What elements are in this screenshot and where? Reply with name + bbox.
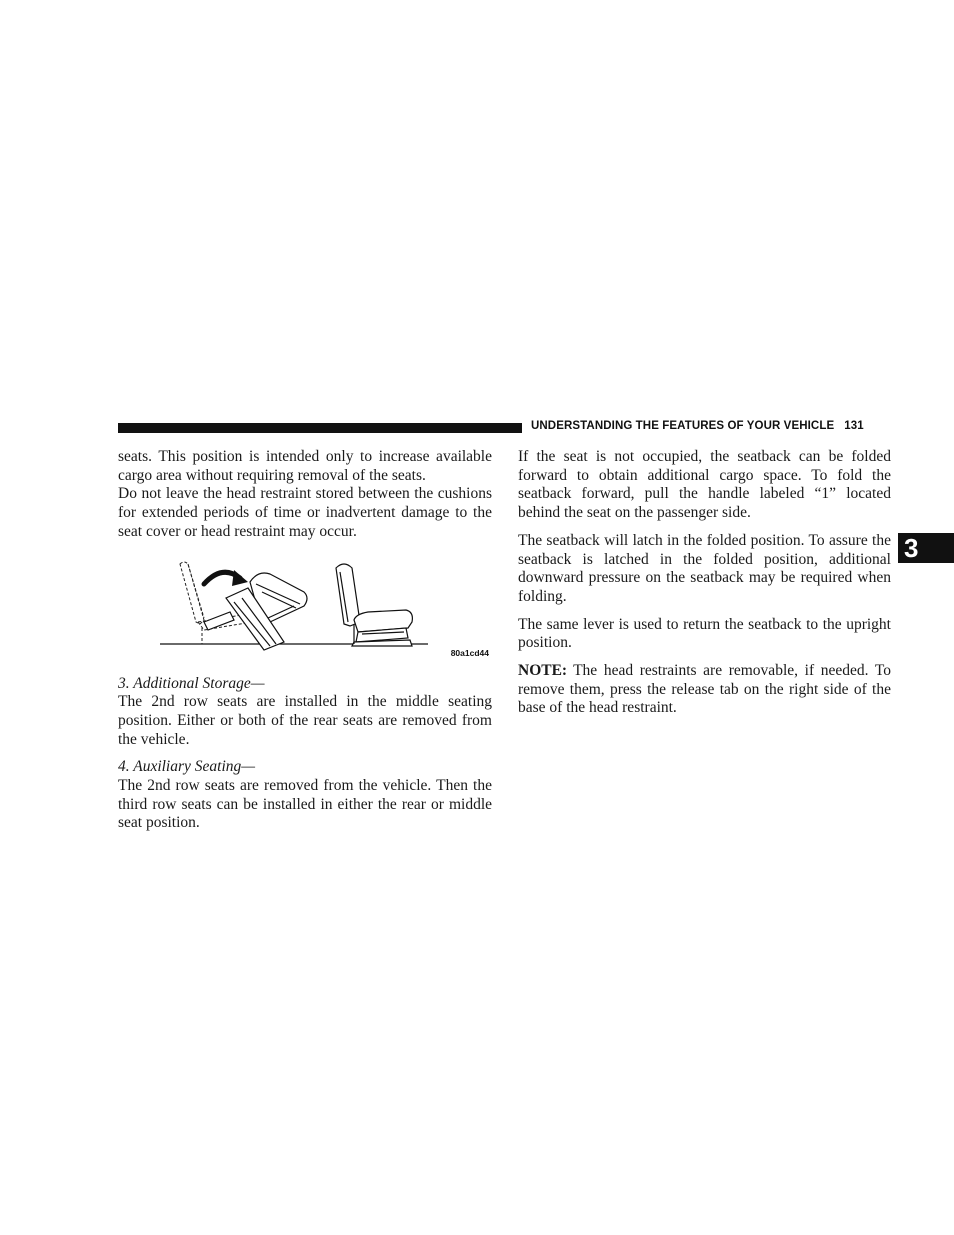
right-paragraph-1: If the seat is not occupied, the seatback can be folded forward to obtain additional cargo space. To fold the seatback forward, pull the handle labeled “1” located behind the seat on the passenger side. — [518, 448, 891, 522]
heading-additional-storage: 3. Additional Storage— — [118, 674, 265, 692]
heading-auxiliary-seating: 4. Auxiliary Seating— — [118, 758, 256, 776]
left-paragraph-2: Do not leave the head restraint stored between the cushions for extended periods of time or inadvertent damage to the seat cover or head restraint may occur. — [118, 485, 492, 540]
section-title: UNDERSTANDING THE FEATURES OF YOUR VEHICLE — [531, 420, 835, 432]
left-paragraph-3: The 2nd row seats are installed in the middle seating position. Either or both of the rear seats are removed from the vehicle. — [118, 693, 492, 748]
chapter-tab: 3 — [898, 533, 954, 563]
seat-fold-illustration — [118, 558, 492, 666]
left-paragraph-1: seats. This position is intended only to increase available cargo area without requiring removal of the seats. — [118, 448, 492, 484]
seat-fold-drawing — [118, 558, 492, 666]
right-column — [518, 448, 891, 718]
left-column — [118, 448, 492, 833]
note-label: NOTE: — [518, 662, 568, 680]
right-paragraph-2: The seatback will latch in the folded position. To assure the seatback is latched in the folded position, additional downward pressure on the seatback may be required when folding. — [518, 531, 891, 605]
note-paragraph — [518, 662, 891, 718]
header-rule — [118, 423, 522, 433]
running-header — [531, 420, 891, 432]
page-number: 131 — [844, 420, 864, 432]
left-paragraph-4: The 2nd row seats are removed from the vehicle. Then the third row seats can be installed in either the rear or middle seat position. — [118, 777, 492, 832]
right-paragraph-3: The same lever is used to return the seatback to the upright position. — [518, 615, 891, 652]
figure-code: 80a1cd44 — [450, 647, 489, 658]
note-text: The head restraints are removable, if needed. To remove them, press the release tab on the right side of the base of the head restraint. — [518, 662, 891, 717]
